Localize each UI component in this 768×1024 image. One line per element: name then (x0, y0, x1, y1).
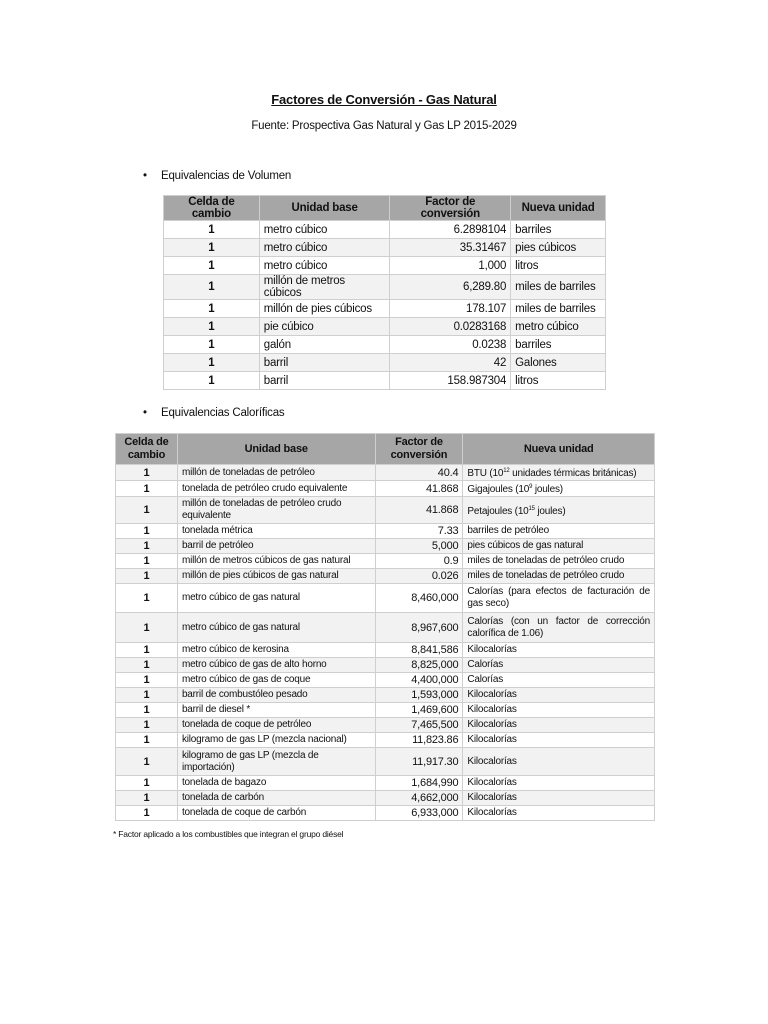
table-header-row (164, 196, 606, 221)
table-cell: 6,289.80 (390, 275, 511, 300)
unit-text-suffix: joules) (532, 484, 563, 495)
table-cell: 1 (116, 569, 178, 584)
table-cell (463, 673, 655, 688)
unit-text: Kilocalorías (467, 734, 517, 745)
unit-text: Calorías (con un factor de corrección calorífica de 1.06) (467, 615, 650, 639)
table-cell: tonelada de petróleo crudo equivalente (177, 481, 375, 497)
document-title: Factores de Conversión - Gas Natural (271, 92, 497, 107)
table-cell (463, 569, 655, 584)
unit-text: Kilocalorías (467, 755, 517, 767)
table-cell (463, 718, 655, 733)
header-cell: Celda de cambio (116, 434, 178, 465)
table-cell: 1 (116, 688, 178, 703)
table-cell (463, 554, 655, 569)
table-cell: barril de combustóleo pesado (177, 688, 375, 703)
table-cell: metro cúbico (511, 318, 606, 336)
table-row (116, 673, 655, 688)
table-cell: 1 (116, 748, 178, 776)
section-volume (143, 170, 291, 182)
table-cell: 1 (164, 372, 260, 390)
table-cell (463, 465, 655, 481)
table-row (116, 643, 655, 658)
table-cell: tonelada de carbón (177, 791, 375, 806)
table-cell: kilogramo de gas LP (mezcla nacional) (177, 733, 375, 748)
table-cell: 1 (164, 275, 260, 300)
table-cell (463, 733, 655, 748)
table-row (116, 718, 655, 733)
unit-text: BTU (10 (467, 468, 504, 479)
table-cell (463, 584, 655, 613)
footnote: * Factor aplicado a los combustibles que integran el grupo diésel (113, 829, 344, 839)
table-cell: 5,000 (375, 539, 463, 554)
table-cell (463, 688, 655, 703)
header-cell: Unidad base (259, 196, 390, 221)
table-row (116, 569, 655, 584)
table-cell (463, 703, 655, 718)
table-cell: 35.31467 (390, 239, 511, 257)
table-cell: 8,841,586 (375, 643, 463, 658)
table-cell: 1 (164, 221, 260, 239)
unit-text: Kilocalorías (467, 704, 517, 715)
table-cell (463, 776, 655, 791)
table-cell: millón de pies cúbicos de gas natural (177, 569, 375, 584)
unit-text: Kilocalorías (467, 689, 517, 700)
table-cell: metro cúbico de gas de coque (177, 673, 375, 688)
table-cell: tonelada métrica (177, 524, 375, 539)
table-row (116, 703, 655, 718)
exponent: 12 (503, 468, 510, 474)
table-cell: 1 (116, 658, 178, 673)
volume-table (163, 195, 606, 390)
table-cell: metro cúbico (259, 239, 390, 257)
table-cell: metro cúbico de gas natural (177, 584, 375, 613)
header-cell: Nueva unidad (511, 196, 606, 221)
unit-text: Calorías (467, 659, 504, 670)
table-cell: 1 (116, 733, 178, 748)
bullet-icon: • (143, 407, 147, 419)
table-cell: 1 (164, 336, 260, 354)
table-cell: 41.868 (375, 481, 463, 497)
table-cell: kilogramo de gas LP (mezcla de importación) (177, 748, 375, 776)
table-cell: 1 (116, 497, 178, 524)
table-cell: miles de barriles (511, 275, 606, 300)
table-cell: 1,593,000 (375, 688, 463, 703)
table-cell: 6,933,000 (375, 806, 463, 821)
table-cell: 1 (116, 539, 178, 554)
table-row (116, 497, 655, 524)
table-cell: 6.2898104 (390, 221, 511, 239)
table-cell (463, 748, 655, 776)
table-cell (463, 524, 655, 539)
table-cell: 1 (164, 257, 260, 275)
table-cell: 42 (390, 354, 511, 372)
header-cell: Factor de conversión (375, 434, 463, 465)
table-cell: 1 (164, 239, 260, 257)
unit-text: Kilocalorías (467, 719, 517, 730)
table-cell: barriles (511, 221, 606, 239)
table-cell (463, 481, 655, 497)
table-row (164, 239, 606, 257)
unit-text: Kilocalorías (467, 777, 517, 788)
table-cell: barril (259, 372, 390, 390)
document-subtitle: Fuente: Prospectiva Gas Natural y Gas LP 2015-2029 (251, 120, 517, 132)
table-row (116, 748, 655, 776)
table-cell: 1,684,990 (375, 776, 463, 791)
table-cell: 0.0238 (390, 336, 511, 354)
unit-text: miles de toneladas de petróleo crudo (467, 555, 625, 566)
table-cell: barril de diesel * (177, 703, 375, 718)
header-cell: Factor de conversión (390, 196, 511, 221)
table-cell: 0.026 (375, 569, 463, 584)
table-row (116, 688, 655, 703)
table-row (164, 221, 606, 239)
table-cell: barril de petróleo (177, 539, 375, 554)
table-row (116, 465, 655, 481)
table-row (116, 776, 655, 791)
calorific-table (115, 433, 655, 821)
unit-text: barriles de petróleo (467, 525, 550, 536)
table-cell: 1 (116, 643, 178, 658)
table-cell (463, 497, 655, 524)
table-cell: tonelada de coque de carbón (177, 806, 375, 821)
table-cell: 8,460,000 (375, 584, 463, 613)
table-cell (463, 658, 655, 673)
table-cell: 1 (116, 703, 178, 718)
table-cell: 1 (116, 524, 178, 539)
table-cell: metro cúbico de gas natural (177, 613, 375, 643)
table-cell: 4,400,000 (375, 673, 463, 688)
table-cell: tonelada de bagazo (177, 776, 375, 791)
table-cell: 41.868 (375, 497, 463, 524)
table-row (164, 257, 606, 275)
table-row (116, 554, 655, 569)
table-cell: 1,000 (390, 257, 511, 275)
table-cell: millón de metros cúbicos de gas natural (177, 554, 375, 569)
table-cell: metro cúbico (259, 221, 390, 239)
table-cell: 1 (116, 791, 178, 806)
table-row (116, 584, 655, 613)
unit-text: Calorías (467, 674, 504, 685)
table-cell: 1 (164, 318, 260, 336)
table-cell: pie cúbico (259, 318, 390, 336)
unit-text: Gigajoules (10 (467, 484, 530, 495)
table-cell: 7,465,500 (375, 718, 463, 733)
table-cell: millón de toneladas de petróleo (177, 465, 375, 481)
table-cell: metro cúbico (259, 257, 390, 275)
table-cell (463, 613, 655, 643)
unit-text: Calorías (para efectos de facturación de gas seco) (467, 586, 650, 609)
section-calorific-label: Equivalencias Caloríficas (161, 407, 285, 419)
exponent: 15 (528, 505, 535, 512)
header-cell: Nueva unidad (463, 434, 655, 465)
table-cell: tonelada de coque de petróleo (177, 718, 375, 733)
table-cell: 158.987304 (390, 372, 511, 390)
table-row (164, 354, 606, 372)
table-cell: pies cúbicos (511, 239, 606, 257)
bullet-icon: • (143, 170, 147, 182)
table-cell: 8,967,600 (375, 613, 463, 643)
unit-text: Petajoules (10 (467, 505, 529, 517)
table-row (164, 300, 606, 318)
table-cell: 1 (116, 673, 178, 688)
table-cell: litros (511, 372, 606, 390)
table-cell: litros (511, 257, 606, 275)
table-cell (463, 643, 655, 658)
table-cell (463, 539, 655, 554)
unit-text-suffix: unidades térmicas británicas) (509, 468, 637, 479)
table-cell: 1 (164, 300, 260, 318)
table-cell: 1 (116, 806, 178, 821)
table-row (116, 806, 655, 821)
table-cell: 1 (164, 354, 260, 372)
table-cell: 1,469,600 (375, 703, 463, 718)
table-cell: 1 (116, 776, 178, 791)
table-cell: 1 (116, 718, 178, 733)
table-cell: 11,917.30 (375, 748, 463, 776)
table-cell: 0.9 (375, 554, 463, 569)
table-row (116, 524, 655, 539)
unit-text: miles de toneladas de petróleo crudo (467, 570, 625, 581)
table-row (116, 791, 655, 806)
header-cell: Unidad base (177, 434, 375, 465)
table-cell: metro cúbico de kerosina (177, 643, 375, 658)
table-cell: galón (259, 336, 390, 354)
table-cell: millón de metros cúbicos (259, 275, 390, 300)
table-cell: 1 (116, 584, 178, 613)
table-cell: millón de pies cúbicos (259, 300, 390, 318)
section-calorific (143, 407, 284, 419)
table-cell: barriles (511, 336, 606, 354)
table-row (164, 372, 606, 390)
table-cell: barril (259, 354, 390, 372)
table-cell: 1 (116, 465, 178, 481)
table-cell: Galones (511, 354, 606, 372)
unit-text: Kilocalorías (467, 644, 517, 655)
table-cell: 40.4 (375, 465, 463, 481)
table-row (116, 658, 655, 673)
table-row (164, 336, 606, 354)
table-cell: 11,823.86 (375, 733, 463, 748)
table-row (164, 275, 606, 300)
exponent: 9 (529, 484, 533, 490)
table-cell: 8,825,000 (375, 658, 463, 673)
table-cell: metro cúbico de gas de alto horno (177, 658, 375, 673)
table-row (116, 613, 655, 643)
table-cell: 1 (116, 613, 178, 643)
table-row (116, 539, 655, 554)
table-cell: miles de barriles (511, 300, 606, 318)
table-cell (463, 806, 655, 821)
table-row (164, 318, 606, 336)
table-cell: 0.0283168 (390, 318, 511, 336)
unit-text: pies cúbicos de gas natural (467, 540, 584, 551)
table-header-row (116, 434, 655, 465)
table-cell (463, 791, 655, 806)
table-cell: 4,662,000 (375, 791, 463, 806)
table-row (116, 733, 655, 748)
unit-text: Kilocalorías (467, 807, 517, 818)
table-row (116, 481, 655, 497)
section-volume-label: Equivalencias de Volumen (161, 170, 292, 182)
unit-text-suffix: joules) (534, 505, 566, 517)
table-cell: 178.107 (390, 300, 511, 318)
table-cell: millón de toneladas de petróleo crudo equivalente (177, 497, 375, 524)
table-cell: 7.33 (375, 524, 463, 539)
table-cell: 1 (116, 481, 178, 497)
table-cell: 1 (116, 554, 178, 569)
unit-text: Kilocalorías (467, 792, 517, 803)
header-cell: Celda de cambio (164, 196, 260, 221)
